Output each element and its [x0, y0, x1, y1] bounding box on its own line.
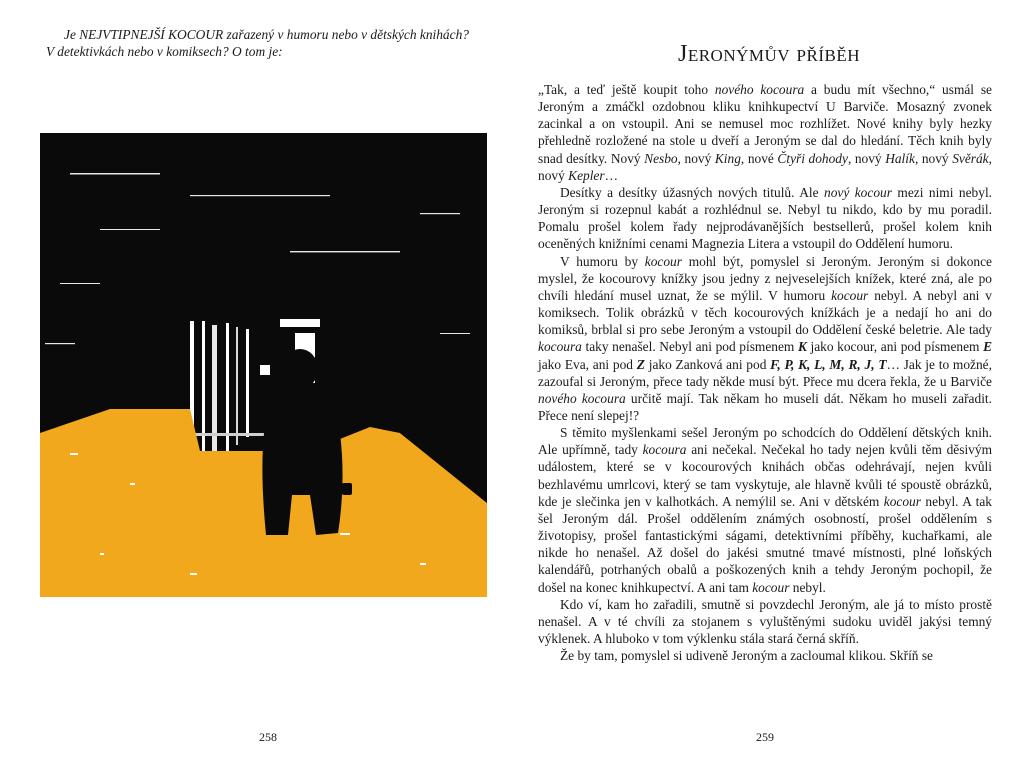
text-run: jako Zanková ani pod: [644, 356, 771, 372]
italic-text: kocoura: [642, 442, 687, 458]
text-run: , nový: [847, 150, 886, 166]
bookstore-illustration: [40, 133, 487, 597]
text-run: Kdo ví, kam ho zařadili, smutně si povzdechl Jeroným, ale já to místo prostě nenašel. A v té chvíli za stojanem s vyluštěnými sudoku uviděl jakýsi temný výklenek. A hluboko v tom výklenku stála stará černá skříň.: [538, 596, 992, 646]
paragraph: [538, 81, 992, 184]
text-run: , nový: [914, 150, 953, 166]
bold-text: K: [797, 339, 807, 355]
text-run: nebyl. A nebyl ani v komiksech. Tolik obrázků v těch kocourových knížkách je a nedají ho ani do komiksů, brblal si pro sebe Jeroným a vstoupil do Oddělení české beletrie. Ale tady: [538, 287, 992, 338]
text-run: mohl být, pomyslel si Jeroným. Jeroným si dokonce myslel, že kocourovy knížky jsou jedny z nejveselejších knížek, které zná, ale po chvíli hledání musel uznat, že se mýlil. V humoru: [538, 253, 992, 303]
intro-text: [46, 26, 496, 60]
italic-text: kocour: [883, 493, 921, 509]
text-run: nebyl.: [789, 579, 826, 595]
text-run: „Tak, a teď ještě koupit toho: [538, 82, 715, 97]
paragraph: [538, 596, 992, 647]
chapter-body: [538, 81, 992, 664]
paragraph: [538, 424, 992, 596]
text-run: Že by tam, pomyslel si udiveně Jeroným a zacloumal klikou. Skříň se: [560, 648, 934, 664]
intro-line-1: Je NEJVTIPNEJŠÍ KOCOUR zařazený v humoru nebo v dětských knihách?: [64, 27, 469, 42]
bold-text: F, P, K, L, M, R, J, T: [770, 356, 887, 372]
italic-text: Kepler: [568, 167, 605, 183]
italic-text: Čtyři dohody: [777, 150, 848, 166]
italic-text: nový kocour: [824, 184, 892, 200]
italic-text: King: [714, 150, 741, 166]
intro-line-2: V detektivkách nebo v komiksech? O tom je:: [46, 44, 283, 59]
text-run: mezi nimi nebyl. Jeroným si rozepnul kabát a rozhlédnul se. Nebyl tu nikdo, kdo by mu poradil. Pomalu prošel kolem řady nejprodávanějších bestsellerů, prošel kolem knih oceněných knižními cenami Magnezia Litera a vstoupil do Oddělení humoru.: [538, 184, 993, 252]
text-run: taky nenašel. Nebyl ani pod písmenem: [581, 339, 798, 355]
text-run: , nový: [538, 150, 992, 183]
italic-text: kocour: [644, 253, 682, 269]
text-run: ani nečekal. Nečekal ho tady nejen kvůli těm děsivým událostem, které se v kocourových knihách občas odehrávají, nejen kvůli bezhlavému umrlcovi, který se tam vyskytuje, ale hlavně kvůli té spoustě obrázků, kde je slečinka jen v kalhotkách. A nemýlil se. Ani v dětském: [538, 442, 992, 509]
paragraph: [538, 647, 992, 664]
text-run: a budu mít všechno,“ usmál se Jeroným a zmáčkl ozdobnou kliku knihkupectví U Barviče. Mosazný zvonek zacinkal a on vstoupil. Ani se nemusel moc rozhlížet. Nové knihy byly hezky přehledně rozložené na stole u dveří a Jeroným se dal do hledání. Těch knih byly snad desítky. Nový: [538, 82, 992, 166]
text-run: S těmito myšlenkami sešel Jeroným po schodcích do Oddělení dětských knih. Ale upřímně, tady: [538, 425, 992, 458]
text-run: nebyl. A tak šel Jeroným dál. Prošel oddělením známých osobností, prošel oddělením s životopisy, prošel fantastickými ságami, detektivními příběhy, kuchařkami, ale nikde ho nenašel. Až došel do jakési smutné tmavé místnosti, plné loňských kalendářů, potrhaných obalů a poškozených knih a tehdy Jeroným pochopil, že došel na konec knihkupectví. A ani tam: [538, 493, 992, 595]
text-run: jako Eva, ani pod: [538, 356, 637, 372]
text-run: Desítky a desítky úžasných nových titulů. Ale: [560, 184, 824, 200]
page-number-right: 259: [756, 730, 774, 744]
text-run: V humoru by: [560, 253, 645, 269]
text-run: …: [604, 167, 618, 183]
bold-text: Z: [636, 356, 645, 372]
italic-text: Halík: [885, 150, 915, 166]
text-run: určitě mají. Tak někam ho museli dát. Někam ho museli zařadit. Přece není slepej!?: [538, 390, 992, 423]
text-run: … Jak je to možné, zazoufal si Jeroným, přece tady někde musí být. Přece mu dcera řekla, že u Barviče: [538, 356, 992, 389]
italic-text: Svěrák: [952, 150, 989, 166]
italic-text: kocour: [752, 579, 790, 595]
paragraph: [538, 184, 992, 253]
italic-text: kocoura: [538, 339, 582, 355]
text-run: , nové: [740, 150, 778, 166]
paragraph: [538, 253, 992, 425]
italic-text: kocour: [831, 287, 869, 303]
text-run: , nový: [677, 150, 715, 166]
italic-text: Nesbo: [644, 150, 678, 166]
italic-text: nového kocoura: [538, 390, 626, 406]
page-number-left: 258: [259, 730, 277, 744]
text-run: jako kocour, ani pod písmenem: [806, 339, 984, 355]
italic-text: nového kocoura: [714, 82, 805, 97]
chapter-title: Jeronýmův příběh: [677, 41, 861, 67]
bold-text: E: [983, 339, 993, 355]
right-page: [512, 0, 1024, 768]
